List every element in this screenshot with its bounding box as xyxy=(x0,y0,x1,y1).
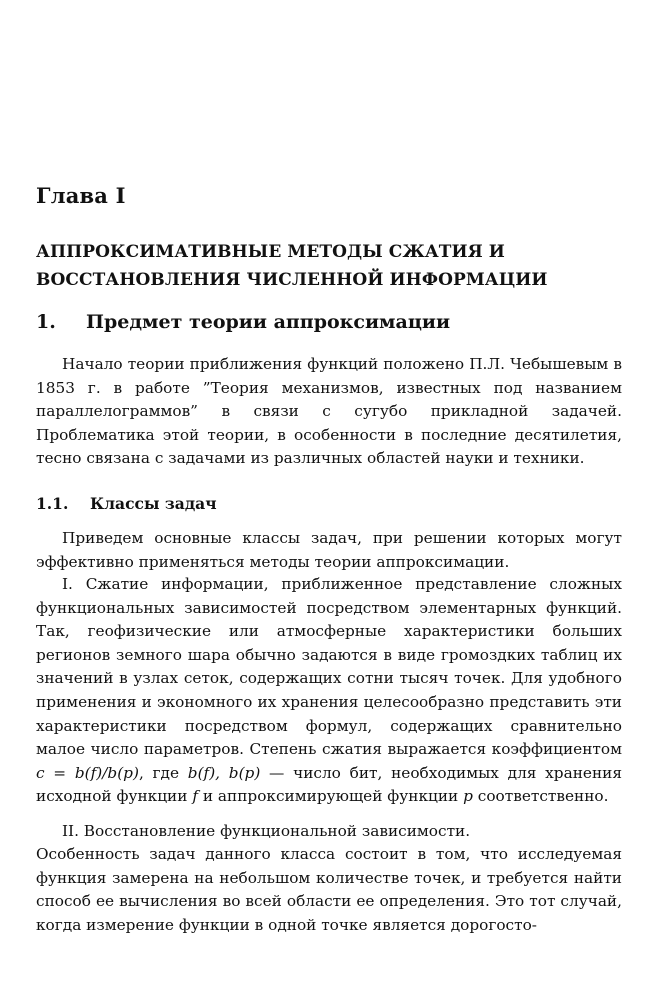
section-heading xyxy=(36,311,450,333)
subsection-heading xyxy=(36,494,217,513)
variable-f: f xyxy=(192,787,198,806)
compression-text-2: , где xyxy=(138,763,188,782)
compression-text-3: — число бит, необходимых для хранения исходной функции xyxy=(36,763,623,806)
paragraph-classes: Приведем основные классы задач, при решении которых могут эффективно применяться методы теории аппроксимации. xyxy=(36,529,622,571)
paragraph-restoration-heading: II. Восстановление функциональной зависимости. xyxy=(62,822,471,840)
subsection-title: Классы задач xyxy=(90,494,217,513)
compression-text-5: соответственно. xyxy=(472,787,609,806)
section-number: 1. xyxy=(36,311,56,333)
section-title: Предмет теории аппроксимации xyxy=(86,311,451,333)
compression-formula-2: b(f), b(p) xyxy=(187,763,261,782)
page xyxy=(36,0,624,1000)
chapter-title-line-1: АППРОКСИМАТИВНЫЕ МЕТОДЫ СЖАТИЯ И xyxy=(36,242,505,262)
paragraph-intro: Начало теории приближения функций положено П.Л. Чебышевым в 1853 г. в работе ”Теория механизмов, известных под названием параллелограммов” в связи с сугубо прикладной задачей. Проблематика этой теории, в особенности в последние десятилетия, тесно связана с задачами из различных областей науки и техники. xyxy=(36,355,622,468)
variable-p: p xyxy=(463,787,473,806)
compression-formula: c = b(f)/b(p) xyxy=(36,763,139,782)
paragraph-compression xyxy=(36,573,622,809)
compression-text-1: I. Сжатие информации, приближенное представление сложных функциональных зависимостей посредством элементарных функций. Так, геофизические или атмосферные характеристики больших регионов земного шара обычно задаются в виде громоздких таблиц их значений в узлах сеток, содержащих сотни тысяч точек. Для удобного применения и экономного их хранения целесообразно представить эти характеристики посредством формул, содержащих сравнительно малое число параметров. Степень сжатия выражается коэффициентом xyxy=(36,575,622,759)
compression-text-4: и аппроксимирующей функции xyxy=(197,787,464,806)
chapter-label: Глава I xyxy=(36,183,126,208)
chapter-title xyxy=(36,238,624,294)
paragraph-restoration: Особенность задач данного класса состоит в том, что исследуемая функция замерена на небольшом количестве точек, и требуется найти способ ее вычисления во всей области ее определения. Это тот случай, когда измерение функции в одной точке является дорогосто- xyxy=(36,845,622,934)
chapter-title-line-2: ВОССТАНОВЛЕНИЯ ЧИСЛЕННОЙ ИНФОРМАЦИИ xyxy=(36,270,548,290)
subsection-number: 1.1. xyxy=(36,494,69,513)
